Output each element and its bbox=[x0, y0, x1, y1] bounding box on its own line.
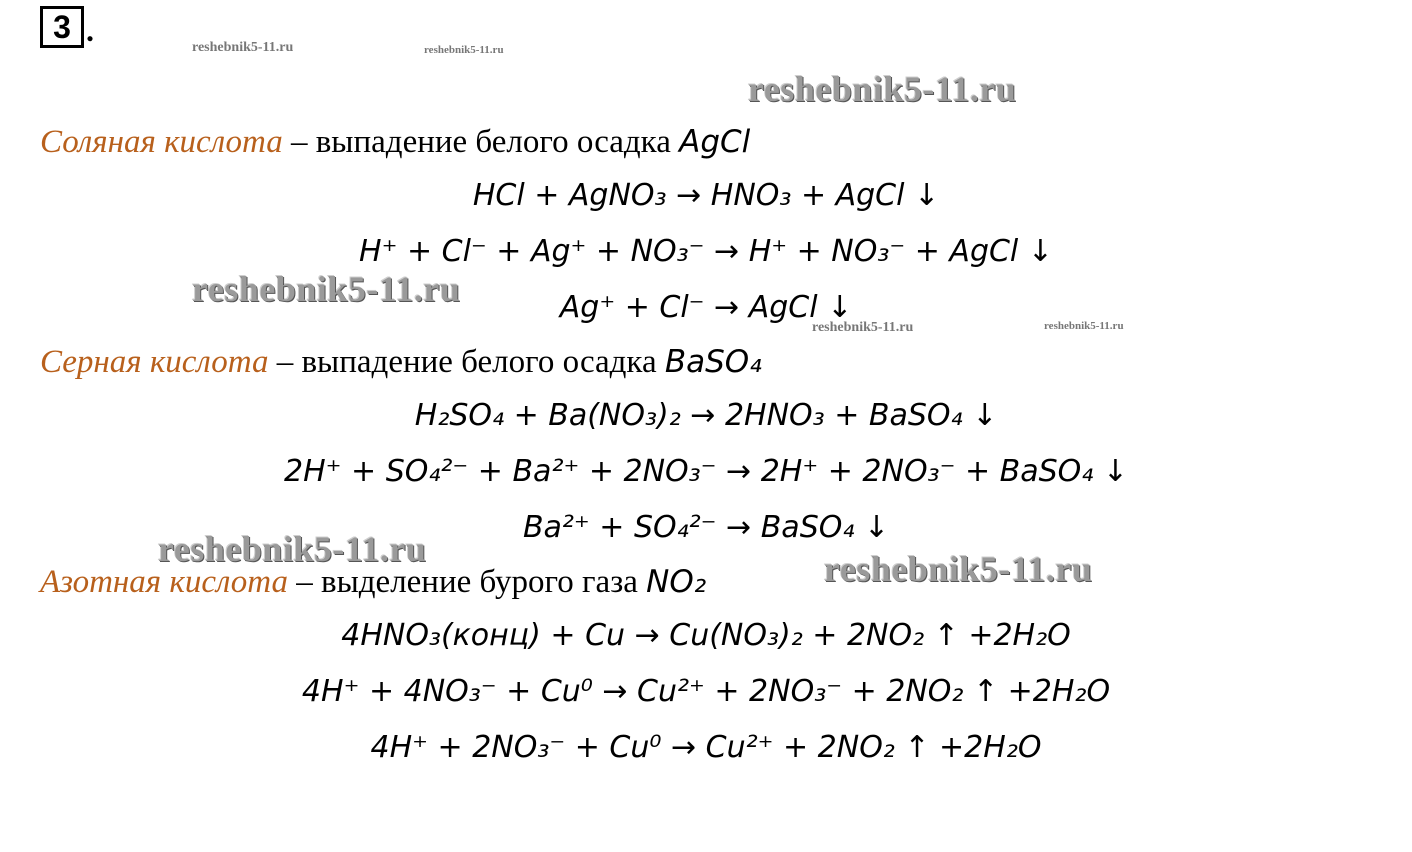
equation-full-ionic: H⁺ + Cl⁻ + Ag⁺ + NO₃⁻ → H⁺ + NO₃⁻ + AgCl ↓ bbox=[359, 234, 1053, 269]
watermark: reshebnik5-11.ru bbox=[1044, 320, 1124, 332]
watermark: reshebnik5-11.ru bbox=[158, 529, 427, 569]
section-heading-nitric bbox=[40, 562, 706, 602]
gas-formula: NO₂ bbox=[646, 564, 707, 600]
watermark: reshebnik5-11.ru bbox=[812, 320, 914, 335]
acid-name: Серная кислота bbox=[40, 344, 269, 380]
watermark: reshebnik5-11.ru bbox=[192, 40, 294, 55]
reaction-description: – выпадение белого осадка bbox=[282, 124, 680, 160]
section-heading-sulfuric bbox=[40, 342, 762, 382]
task-number-dot: . bbox=[86, 12, 94, 48]
equation-full-ionic: 2H⁺ + SO₄²⁻ + Ba²⁺ + 2NO₃⁻ → 2H⁺ + 2NO₃⁻ + BaSO₄ ↓ bbox=[284, 454, 1128, 489]
equation-molecular: HCl + AgNO₃ → HNO₃ + AgCl ↓ bbox=[472, 178, 940, 213]
equation-short-ionic: Ba²⁺ + SO₄²⁻ → BaSO₄ ↓ bbox=[522, 510, 890, 545]
watermark: reshebnik5-11.ru bbox=[192, 269, 461, 309]
section-heading-hydrochloric bbox=[40, 122, 750, 162]
acid-name: Соляная кислота bbox=[40, 124, 283, 160]
equation-molecular: 4HNO₃(конц) + Cu → Cu(NO₃)₂ + 2NO₂ ↑ +2H₂O bbox=[341, 618, 1071, 653]
equation-short-ionic: Ag⁺ + Cl⁻ → AgCl ↓ bbox=[559, 290, 853, 325]
reaction-description: – выпадение белого осадка bbox=[268, 344, 665, 380]
precipitate-formula: BaSO₄ bbox=[664, 344, 762, 380]
precipitate-formula: AgCl bbox=[679, 124, 751, 160]
reaction-description: – выделение бурого газа bbox=[288, 564, 647, 600]
equation-full-ionic: 4H⁺ + 4NO₃⁻ + Cu⁰ → Cu²⁺ + 2NO₃⁻ + 2NO₂ ↑ +2H₂O bbox=[301, 674, 1111, 709]
equation-short-ionic: 4H⁺ + 2NO₃⁻ + Cu⁰ → Cu²⁺ + 2NO₂ ↑ +2H₂O bbox=[370, 730, 1042, 765]
equation-molecular: H₂SO₄ + Ba(NO₃)₂ → 2HNO₃ + BaSO₄ ↓ bbox=[414, 398, 998, 433]
task-number: 3 bbox=[40, 6, 84, 48]
watermark: reshebnik5-11.ru bbox=[824, 549, 1093, 589]
watermark: reshebnik5-11.ru bbox=[748, 69, 1017, 109]
watermark: reshebnik5-11.ru bbox=[424, 44, 504, 56]
acid-name: Азотная кислота bbox=[40, 564, 288, 600]
